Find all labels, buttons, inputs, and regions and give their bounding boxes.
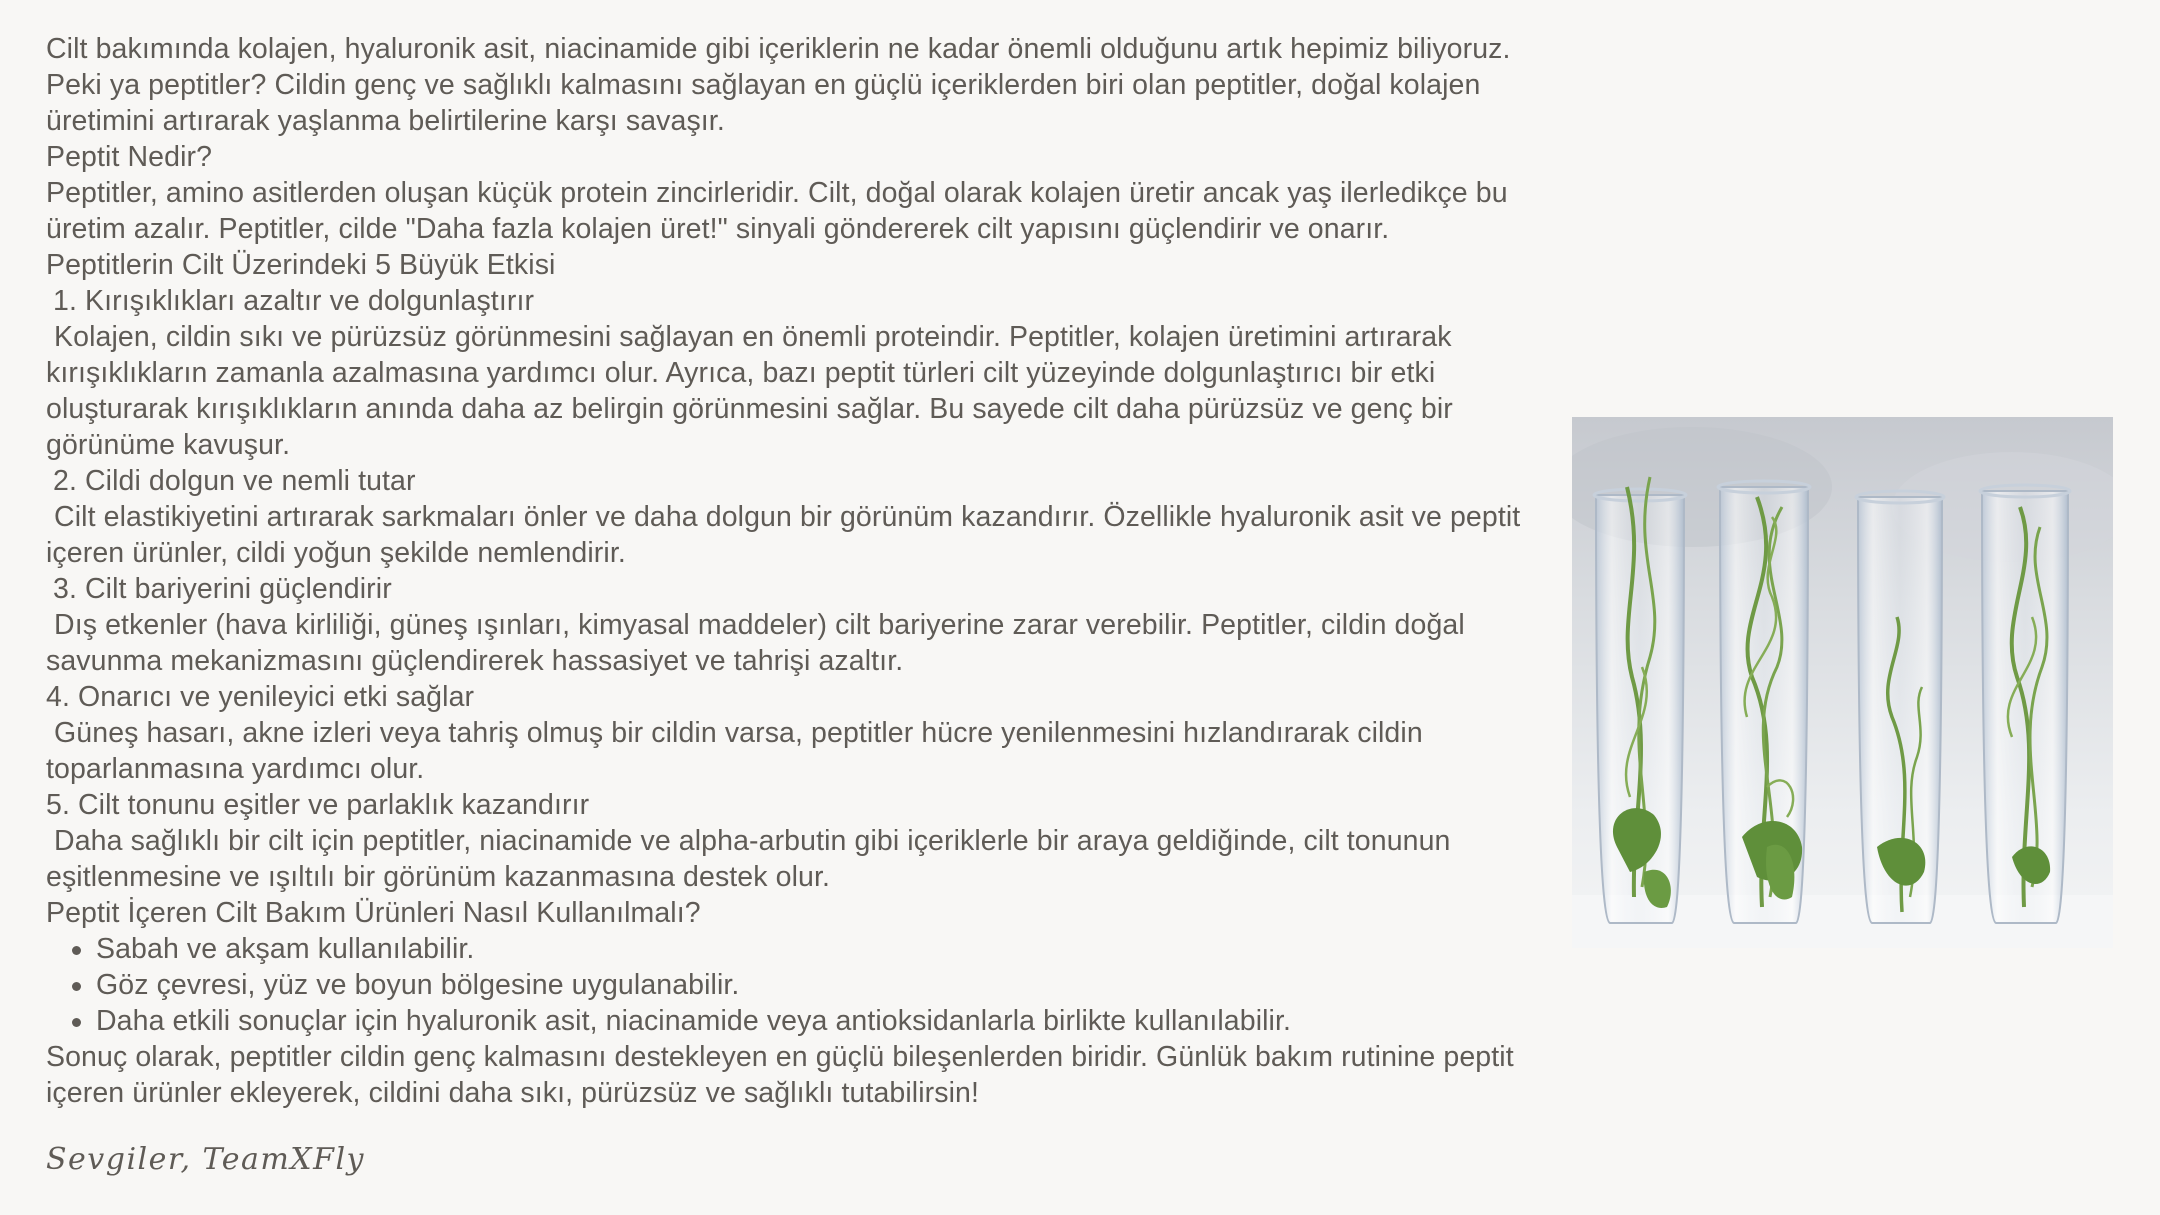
effect-title-5: 5. Cilt tonunu eşitler ve parlaklık kazandırır (46, 789, 590, 821)
section-heading-what-is-peptide: Peptit Nedir? (46, 141, 213, 173)
effect-text-4: Güneş hasarı, akne izleri veya tahriş olmuş bir cildin varsa, peptitler hücre yenilenmesini hızlandırarak cildin toparlanmasına yardımcı olur. (46, 717, 1423, 785)
test-tube-1 (1594, 477, 1686, 923)
effect-text-3: Dış etkenler (hava kirliliği, güneş ışınları, kimyasal maddeler) cilt bariyerine zarar verebilir. Peptitler, cildin doğal savunma mekanizmasını güçlendirerek hassasiyet ve tahrişi azaltır. (46, 609, 1465, 677)
effect-text-2: Cilt elastikiyetini artırarak sarkmaları önler ve daha dolgun bir görünüm kazandırır. Özellikle hyaluronik asit ve peptit içeren ürünler, cildi yoğun şekilde nemlendirir. (46, 501, 1521, 569)
test-tube-4 (1980, 485, 2070, 923)
usage-tips-list (46, 931, 1576, 1039)
intro-paragraph-2: Peki ya peptitler? Cildin genç ve sağlıklı kalmasını sağlayan en güçlü içeriklerden biri olan peptitler, doğal kolajen üretimini artırarak yaşlanma belirtilerine karşı savaşır. (46, 69, 1481, 137)
section-heading-usage: Peptit İçeren Cilt Bakım Ürünleri Nasıl Kullanılmalı? (46, 897, 701, 929)
effect-title-4: 4. Onarıcı ve yenileyici etki sağlar (46, 681, 475, 713)
test-tube-2 (1718, 481, 1810, 923)
conclusion-paragraph: Sonuç olarak, peptitler cildin genç kalmasını destekleyen en güçlü bileşenlerden biridir. Günlük bakım rutinine peptit içeren ürünler ekleyerek, cildini daha sıkı, pürüzsüz ve sağlıklı tutabilirsin! (46, 1041, 1514, 1109)
list-item: Daha etkili sonuçlar için hyaluronik asit, niacinamide veya antioksidanlarla birlikte kullanılabilir. (96, 1003, 1576, 1039)
effect-title-2: 2. Cildi dolgun ve nemli tutar (53, 465, 416, 497)
effect-title-1: 1. Kırışıklıkları azaltır ve dolgunlaştırır (53, 285, 535, 317)
article-body (46, 31, 1576, 1111)
effect-text-1: Kolajen, cildin sıkı ve pürüzsüz görünmesini sağlayan en önemli proteindir. Peptitler, kolajen üretimini artırarak kırışıklıkların zamanla azalmasına yardımcı olur. Ayrıca, bazı peptit türleri cilt yüzeyinde dolgunlaştırıcı bir etki oluşturarak kırışıklıkların anında daha az belirgin görünmesini sağlar. Bu sayede cilt daha pürüzsüz ve genç bir görünüme kavuşur. (46, 321, 1453, 461)
effect-text-5: Daha sağlıklı bir cilt için peptitler, niacinamide ve alpha-arbutin gibi içeriklerle bir araya geldiğinde, cilt tonunun eşitlenmesine ve ışıltılı bir görünüm kazanmasına destek olur. (46, 825, 1451, 893)
test-tube-3 (1856, 491, 1944, 923)
list-item: Göz çevresi, yüz ve boyun bölgesine uygulanabilir. (96, 967, 1576, 1003)
what-is-peptide-text: Peptitler, amino asitlerden oluşan küçük protein zincirleridir. Cilt, doğal olarak kolajen üretir ancak yaş ilerledikçe bu üretim azalır. Peptitler, cilde "Daha fazla kolajen üret!" sinyali göndererek cilt yapısını güçlendirir ve onarır. (46, 177, 1508, 245)
signature: Sevgiler, TeamXFly (46, 1142, 366, 1177)
section-heading-effects: Peptitlerin Cilt Üzerindeki 5 Büyük Etkisi (46, 249, 556, 281)
test-tube-sprouts-image (1572, 417, 2113, 948)
effect-title-3: 3. Cilt bariyerini güçlendirir (53, 573, 392, 605)
list-item: Sabah ve akşam kullanılabilir. (96, 931, 1576, 967)
intro-paragraph-1: Cilt bakımında kolajen, hyaluronik asit, niacinamide gibi içeriklerin ne kadar önemli olduğunu artık hepimiz biliyoruz. (46, 33, 1511, 65)
